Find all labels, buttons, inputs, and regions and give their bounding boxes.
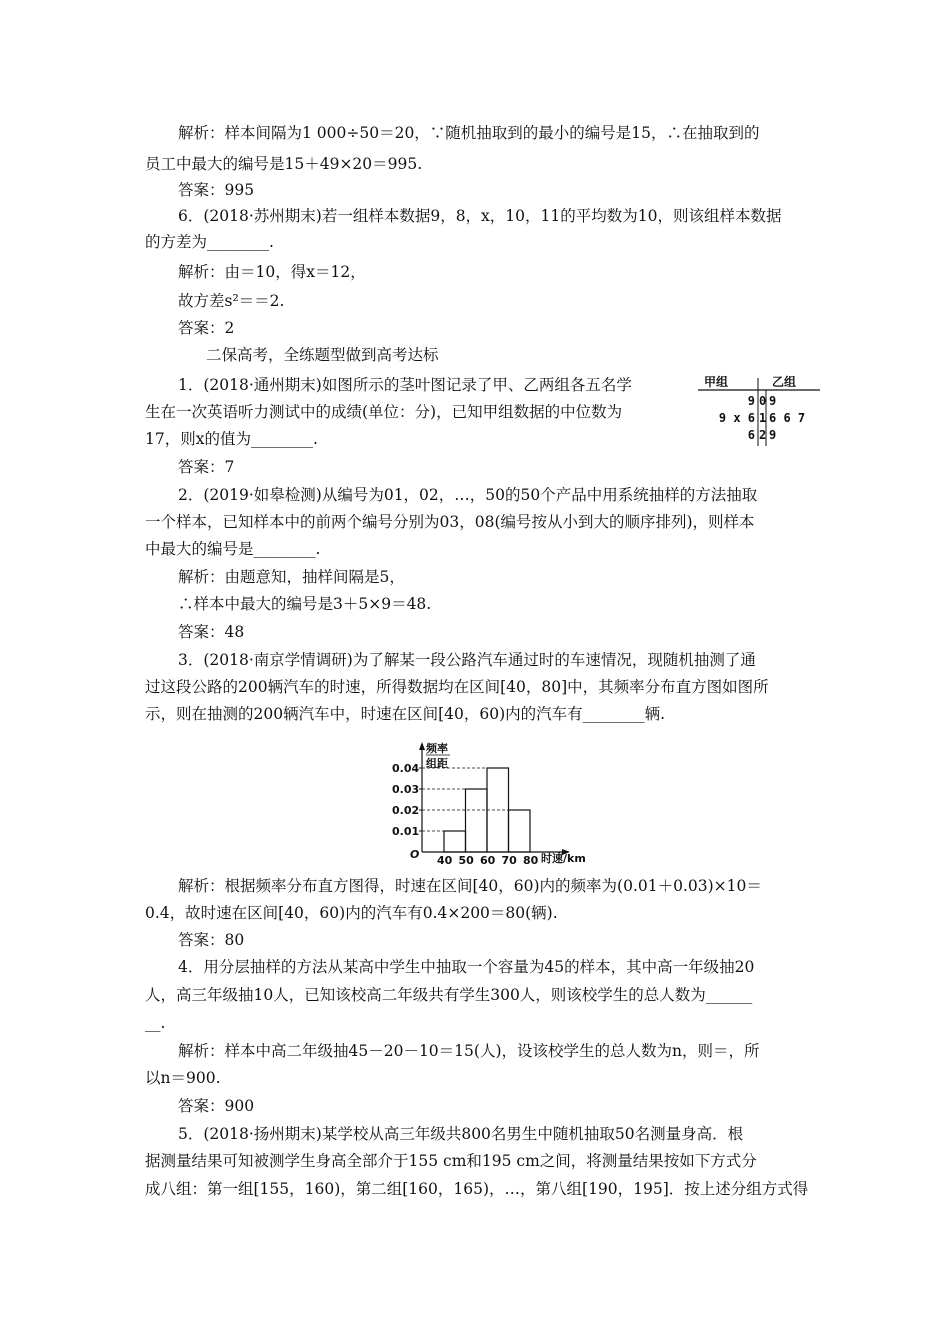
- text-line: 答案：7: [178, 458, 235, 476]
- x-tick-label: 50: [458, 854, 474, 867]
- stem-leaf-header-right: 乙组: [772, 375, 797, 389]
- question-6: 6．(2018·苏州期末)若一组样本数据9，8，x，10，11的平均数为10，则该组样本数据: [178, 207, 782, 225]
- question-5: 5．(2018·扬州期末)某学校从高三年级共800名男生中随机抽取50名测量身高．根: [178, 1125, 744, 1143]
- section-heading: 二保高考，全练题型做到高考达标: [206, 346, 439, 364]
- text-line: 17，则x的值为________.: [145, 430, 318, 448]
- text-line: 人，高三年级抽10人，已知该校高二年级共有学生300人，则该校学生的总人数为______: [145, 986, 753, 1004]
- y-tick-label: 0.02: [392, 804, 420, 817]
- stem-leaf-left: 9 x 6: [718, 411, 755, 425]
- stem-leaf-plot: [698, 374, 820, 446]
- x-tick-label: 40: [437, 854, 453, 867]
- x-tick-label: 60: [480, 854, 496, 867]
- stem-leaf-left: 6: [747, 428, 755, 442]
- text-line: 据测量结果可知被测学生身高全部介于155 cm和195 cm之间，将测量结果按如下方式分: [145, 1152, 757, 1170]
- stem-leaf-right: 9: [769, 428, 777, 442]
- stem-leaf-header-left: 甲组: [704, 375, 729, 389]
- y-label-bottom: 组距: [426, 757, 448, 770]
- text-line: __.: [145, 1014, 166, 1032]
- text-line: 答案：900: [178, 1097, 255, 1115]
- text-line: ∴样本中最大的编号是3＋5×9＝48.: [178, 595, 432, 613]
- frequency-histogram: [384, 740, 604, 868]
- text-line: 过这段公路的200辆汽车的时速，所得数据均在区间[40，80]中，其频率分布直方图如图所: [145, 678, 769, 696]
- question-3: 3．(2018·南京学情调研)为了解某一段公路汽车通过时的车速情况，现随机抽测了通: [178, 651, 756, 669]
- x-tick-label: 70: [501, 854, 517, 867]
- text-line: 解析：根据频率分布直方图得，时速在区间[40，60)内的频率为(0.01＋0.03)×10＝: [178, 877, 762, 895]
- question-2: 2．(2019·如皋检测)从编号为01，02，…，50的50个产品中用系统抽样的方法抽取: [178, 486, 758, 504]
- stem-leaf-stem: 0: [759, 394, 767, 408]
- text-line: 一个样本，已知样本中的前两个编号分别为03，08(编号按从小到大的顺序排列)，则样本: [145, 513, 755, 531]
- y-tick-label: 0.03: [392, 783, 420, 796]
- text-line: 中最大的编号是________.: [145, 540, 321, 558]
- text-line: 解析：样本中高二年级抽45－20－10＝15(人)，设该校学生的总人数为n，则＝，所: [178, 1042, 760, 1060]
- question-4: 4．用分层抽样的方法从某高中学生中抽取一个容量为45的样本，其中高一年级抽20: [178, 958, 755, 976]
- text-line: 答案：995: [178, 181, 255, 199]
- stem-leaf-left: 9: [747, 394, 755, 408]
- text-line: 故方差s²＝＝2.: [178, 292, 285, 310]
- text-line: 0.4，故时速在区间[40，60)内的汽车有0.4×200＝80(辆).: [145, 904, 558, 922]
- question-1: 1．(2018·通州期末)如图所示的茎叶图记录了甲、乙两组各五名学: [178, 376, 632, 394]
- text-line: 成八组：第一组[155，160)，第二组[160，165)，…，第八组[190，195]．按上述分组方式得: [145, 1180, 809, 1198]
- y-tick-label: 0.01: [392, 825, 420, 838]
- text-line: 以n＝900.: [145, 1069, 221, 1087]
- text-line: 答案：48: [178, 623, 245, 641]
- x-axis-label: 时速/km: [541, 852, 586, 865]
- y-label-top: 频率: [426, 742, 448, 755]
- text-line: 的方差为________.: [145, 233, 274, 251]
- text-line: 解析：由题意知，抽样间隔是5，: [178, 568, 405, 586]
- origin-label: O: [410, 848, 420, 861]
- text-line: 示，则在抽测的200辆汽车中，时速在区间[40，60)内的汽车有________辆.: [145, 705, 666, 723]
- stem-leaf-stem: 1: [759, 411, 767, 425]
- stem-leaf-right: 6 6 7: [769, 411, 806, 425]
- y-axis-arrow: [419, 742, 425, 750]
- text-line: 答案：2: [178, 319, 235, 337]
- text-line: 生在一次英语听力测试中的成绩(单位：分)，已知甲组数据的中位数为: [145, 403, 623, 421]
- text-line: 员工中最大的编号是15＋49×20＝995.: [145, 155, 423, 173]
- histogram-bar: [509, 810, 531, 852]
- text-line: 解析：由＝10，得x＝12，: [178, 263, 366, 281]
- x-tick-label: 80: [523, 854, 539, 867]
- y-tick-label: 0.04: [392, 762, 420, 775]
- text-line: 答案：80: [178, 931, 245, 949]
- text-line: 解析：样本间隔为1 000÷50＝20，∵随机抽取到的最小的编号是15，∴在抽取到的: [178, 124, 760, 142]
- histogram-bar: [466, 789, 488, 852]
- stem-leaf-right: 9: [769, 394, 777, 408]
- histogram-bar: [444, 831, 466, 852]
- stem-leaf-stem: 2: [759, 428, 767, 442]
